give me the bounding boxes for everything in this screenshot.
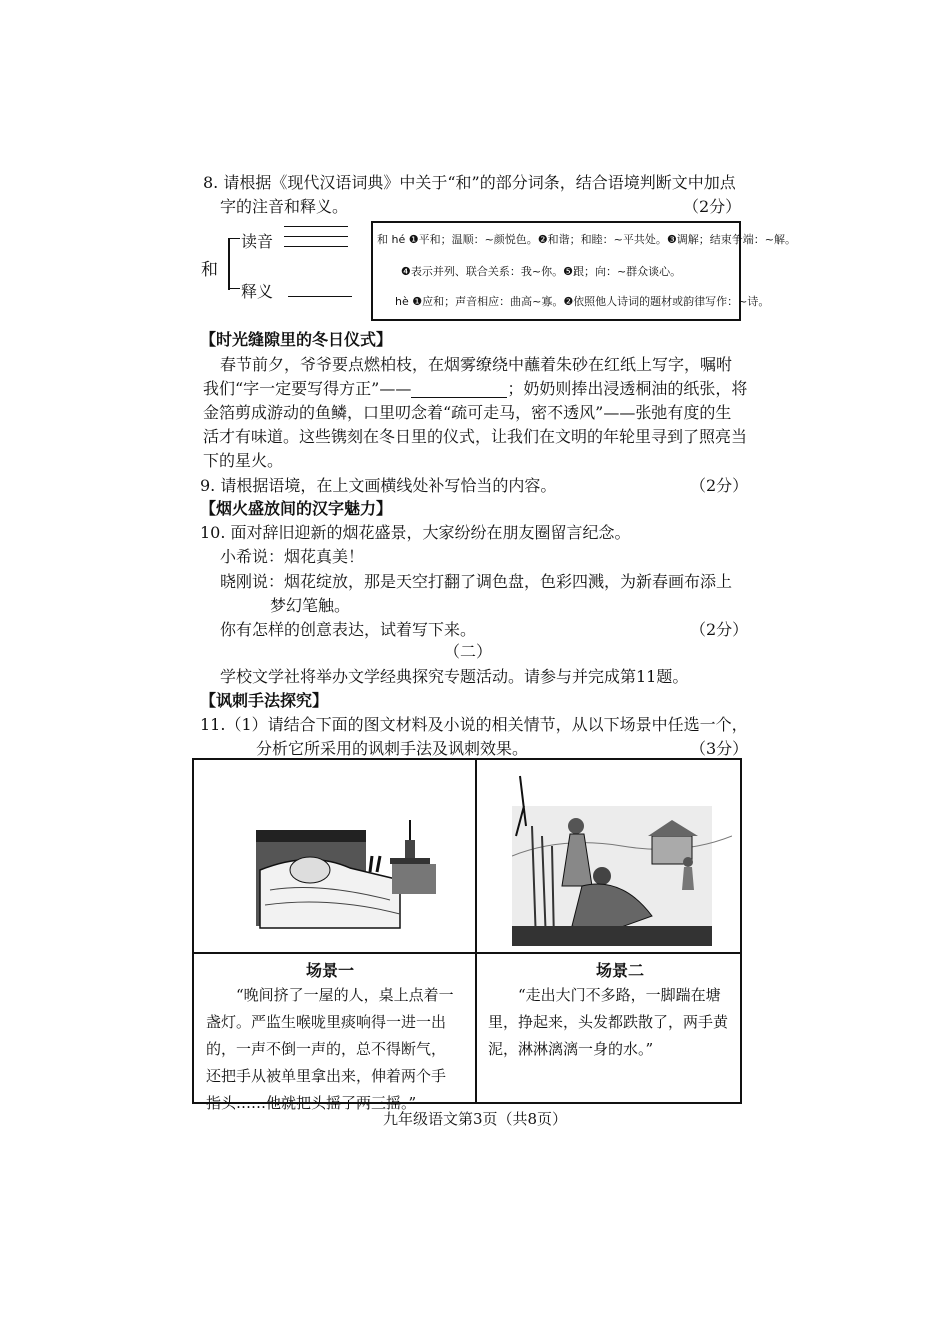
q8-line2: 字的注音和释义。 [220, 197, 349, 216]
winter-p4: 活才有味道。这些镌刻在冬日里的仪式，让我们在文明的年轮里寻到了照亮当 [203, 427, 748, 446]
winter-p3: 金箔剪成游动的鱼鳞，口里叨念着“疏可走马，密不透风”——张弛有度的生 [203, 403, 732, 422]
winter-p2 [203, 378, 747, 400]
scene2-text: “走出大门不多路，一脚踹在塘里，挣起来，头发都跌散了，两手黄泥，淋淋漓漓一身的水。” [488, 986, 729, 1058]
table-body [392, 864, 436, 894]
two-fingers-hand [370, 856, 380, 872]
scene1-text: “晚间挤了一屋的人，桌上点着一盏灯。严监生喉咙里痰响得一进一出的，一声不倒一声的，总不得断气，还把手从被单里拿出来，伸着两个手指头……他就把头摇了两三摇。” [206, 986, 454, 1112]
page-footer: 九年级语文第3页（共8页） [382, 1110, 568, 1128]
reading-label: 读音 [241, 232, 274, 251]
reading-answer-line-3[interactable] [284, 246, 348, 247]
xiaogang-quote-1: 晓刚说：烟花绽放，那是天空打翻了调色盘，色彩四溅，为新春画布添上 [220, 572, 733, 591]
sick-man-head [290, 857, 330, 883]
dict-row-1: 和 hé ❶平和；温顺：~颜悦色。❷和谐；和睦：~平共处。❸调解；结束争端：~解。 [377, 233, 796, 246]
xiaoxi-quote: 小希说：烟花真美！ [220, 547, 365, 566]
brace-line [228, 238, 230, 290]
reading-answer-line-2[interactable] [284, 236, 348, 237]
q8-line1: 8. 请根据《现代汉语词典》中关于“和”的部分词条，结合语境判断文中加点 [203, 173, 736, 192]
reading-answer-line-1[interactable] [284, 226, 348, 227]
q11-score: （3分） [690, 739, 749, 758]
part2-intro: 学校文学社将举办文学经典探究专题活动。请参与并完成第11题。 [220, 667, 689, 686]
winter-p2b: ；奶奶则捧出浸透桐油的纸张，将 [507, 379, 748, 398]
dict-row-3: hè ❶应和；声音相应：曲高~寡。❷依照他人诗词的题材或韵律写作：~诗。 [395, 295, 770, 308]
muddy-ground [512, 926, 712, 946]
section-fireworks-heading: 【烟火盛放间的汉字魅力】 [200, 499, 393, 518]
q10-score: （2分） [690, 620, 749, 639]
q9-score: （2分） [690, 476, 749, 495]
q9-answer-blank[interactable] [411, 381, 507, 398]
fallen-man-head [593, 867, 611, 885]
oil-lamp [405, 840, 415, 858]
scene-divider-horizontal [194, 952, 740, 954]
q10-text: 10. 面对辞旧迎新的烟花盛景，大家纷纷在朋友圈留言纪念。 [200, 523, 631, 542]
winter-p2a: 我们“字一定要写得方正”—— [203, 379, 412, 398]
satire-heading: 【讽刺手法探究】 [200, 691, 329, 710]
scene1-title: 场景一 [306, 961, 355, 980]
he-character: 和 [201, 260, 218, 280]
standing-man-head [568, 818, 584, 834]
part2-title: （二） [444, 642, 493, 661]
scene1-illustration [250, 810, 450, 930]
winter-p1: 春节前夕，爷爷要点燃柏枝，在烟雾缭绕中蘸着朱砂在红纸上写字，嘱咐 [220, 355, 733, 374]
scene2-title: 场景二 [596, 961, 645, 980]
brace-top [228, 238, 240, 239]
scene2-illustration [512, 766, 732, 946]
brace-bottom [228, 288, 240, 289]
distant-figure-body [682, 867, 694, 890]
section-winter-heading: 【时光缝隙里的冬日仪式】 [200, 330, 393, 349]
dictionary-entry-box [371, 221, 796, 321]
scene-table [192, 758, 742, 1112]
q11-line2: 分析它所采用的讽刺手法及讽刺效果。 [256, 739, 529, 758]
table-top [390, 858, 430, 864]
q10-ask: 你有怎样的创意表达，试着写下来。 [220, 620, 477, 639]
distant-figure-head [683, 857, 693, 867]
winter-p5: 下的星火。 [203, 451, 284, 470]
meaning-answer-line[interactable] [288, 296, 352, 297]
dict-row-2: ❹表示并列、联合关系：我~你。❺跟；向：~群众谈心。 [401, 265, 682, 278]
xiaogang-quote-2: 梦幻笔触。 [270, 596, 351, 615]
bed-frame-top [256, 830, 366, 842]
scene-divider-vertical [475, 760, 477, 1102]
meaning-label: 释义 [241, 282, 274, 301]
q8-score: （2分） [683, 197, 742, 216]
q11-line1: 11.（1）请结合下面的图文材料及小说的相关情节，从以下场景中任选一个， [200, 715, 748, 734]
q9-text: 9. 请根据语境，在上文画横线处补写恰当的内容。 [200, 476, 557, 495]
